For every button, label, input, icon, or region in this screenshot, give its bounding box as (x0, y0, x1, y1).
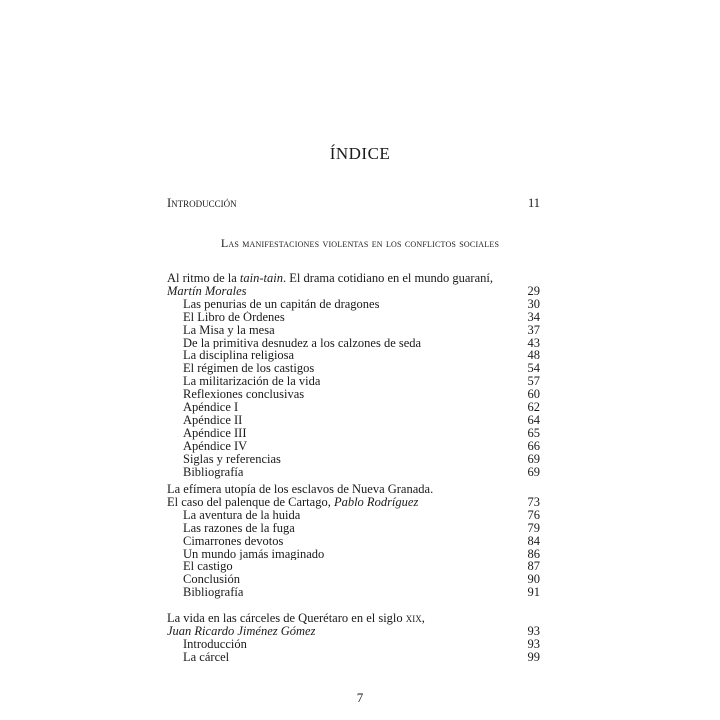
toc-entry-label: Las penurias de un capitán de dragones (183, 297, 380, 311)
toc-entry (167, 651, 540, 664)
chapter-2 (167, 483, 540, 599)
toc-entry-page: 60 (527, 387, 540, 402)
toc-entry-label: Apéndice IV (183, 439, 248, 453)
toc-entry-page: 84 (527, 533, 540, 548)
toc-entry-page: 66 (527, 438, 540, 453)
chapter-title-line (167, 612, 540, 625)
introduction-page: 11 (527, 196, 540, 210)
toc-entry-page: 65 (527, 425, 540, 440)
toc-entry (167, 427, 540, 440)
toc-entry-page: 37 (527, 322, 540, 337)
page-number: 7 (356, 690, 364, 705)
toc-entry-page: 93 (527, 636, 540, 651)
toc-entries (167, 298, 540, 479)
toc-entry (167, 522, 540, 535)
page-title: ÍNDICE (329, 144, 391, 163)
toc-entry-page: 48 (527, 348, 540, 363)
toc-entry-page: 64 (527, 412, 540, 427)
toc-entries (167, 509, 540, 599)
toc-entry (167, 349, 540, 362)
toc-entries (167, 638, 540, 664)
toc-entry (167, 453, 540, 466)
chapter-author-line (167, 285, 540, 298)
toc-entry-page: 90 (527, 572, 540, 587)
chapter-title-text: El caso del palenque de Cartago, (167, 495, 334, 509)
toc-entry-page: 87 (527, 559, 540, 574)
toc-entry (167, 466, 540, 479)
toc-entry-label: De la primitiva desnudez a los calzones de seda (183, 336, 422, 350)
chapter-title-text: La efímera utopía de los esclavos de Nueva Granada. (167, 483, 434, 496)
toc-entry-label: Siglas y referencias (183, 452, 281, 466)
chapter-title-emphasis: tain-tain (239, 272, 283, 285)
toc-entry (167, 560, 540, 573)
chapter-title-text: , (421, 612, 425, 625)
chapter-title-line (167, 272, 540, 285)
toc-entry (167, 440, 540, 453)
toc-entry-label: Bibliografía (183, 465, 244, 479)
chapter-title-line (167, 483, 540, 496)
toc-entry-label: Cimarrones devotos (183, 534, 284, 548)
toc-entry-label: Apéndice III (183, 426, 247, 440)
toc-entry (167, 362, 540, 375)
chapter-page: 29 (527, 283, 540, 298)
toc-entry (167, 388, 540, 401)
toc-entry (167, 573, 540, 586)
toc-entry (167, 324, 540, 337)
toc-entry-page: 99 (527, 649, 540, 664)
toc-entry-page: 91 (527, 585, 540, 600)
toc-entry-label: La aventura de la huida (183, 508, 301, 522)
toc-entry (167, 535, 540, 548)
toc-entry-label: El Libro de Órdenes (183, 310, 285, 324)
section-heading: Las manifestaciones violentas en los conflictos sociales (220, 236, 500, 250)
chapter-title-text: La vida en las cárceles de Querétaro en el siglo (167, 612, 406, 625)
toc-entry-page: 69 (527, 451, 540, 466)
toc-entry-page: 86 (527, 546, 540, 561)
chapter-title-text: . El drama cotidiano en el mundo guaraní, (282, 272, 493, 285)
introduction-row (167, 196, 540, 211)
toc-entry (167, 638, 540, 651)
toc-entry (167, 509, 540, 522)
toc-entry-page: 54 (527, 361, 540, 376)
toc-entry-page: 76 (527, 507, 540, 522)
toc-entry-label: Un mundo jamás imaginado (183, 547, 325, 561)
toc-entry (167, 586, 540, 599)
chapter-3 (167, 612, 540, 664)
toc-entry-label: La cárcel (183, 650, 230, 664)
toc-entry-label: La Misa y la mesa (183, 323, 275, 337)
toc-entry (167, 401, 540, 414)
chapter-author: Martín Morales (167, 284, 247, 298)
toc-entry-label: Las razones de la fuga (183, 521, 295, 535)
toc-entry-label: Reflexiones conclusivas (183, 388, 305, 402)
toc-entry-label: Apéndice I (183, 401, 239, 414)
toc-entry (167, 311, 540, 324)
chapter-author: Juan Ricardo Jiménez Gómez (167, 624, 316, 638)
toc-entry-page: 57 (527, 374, 540, 389)
toc-entry (167, 337, 540, 350)
toc-entry-page: 69 (527, 464, 540, 479)
toc-entry-label: Conclusión (183, 573, 240, 587)
toc-entry-label: La disciplina religiosa (183, 349, 295, 363)
toc-entry-label: El régimen de los castigos (183, 362, 315, 376)
chapter-1 (167, 272, 540, 479)
chapter-title-text: Al ritmo de la (167, 272, 240, 285)
chapter-title-smallcaps: xix (405, 612, 422, 625)
chapter-page: 73 (527, 494, 540, 509)
toc-entry-label: Apéndice II (183, 413, 243, 427)
toc-entry-page: 62 (527, 400, 540, 415)
toc-entry-page: 79 (527, 520, 540, 535)
toc-entry (167, 414, 540, 427)
toc-entry-page: 34 (527, 309, 540, 324)
chapter-author: Pablo Rodríguez (333, 495, 419, 509)
toc-entry-label: El castigo (183, 560, 233, 574)
toc-entry-page: 43 (527, 335, 540, 350)
toc-entry-label: La militarización de la vida (183, 375, 321, 389)
introduction-label: Introducción (167, 196, 237, 210)
chapter-author-line (167, 496, 540, 509)
chapter-page: 93 (527, 623, 540, 638)
toc-entry (167, 375, 540, 388)
toc-entry-label: Introducción (183, 637, 247, 651)
toc-entry-page: 30 (527, 296, 540, 311)
toc-entry (167, 548, 540, 561)
toc-entry-label: Bibliografía (183, 586, 244, 600)
toc-entry (167, 298, 540, 311)
chapter-author-line (167, 625, 540, 638)
